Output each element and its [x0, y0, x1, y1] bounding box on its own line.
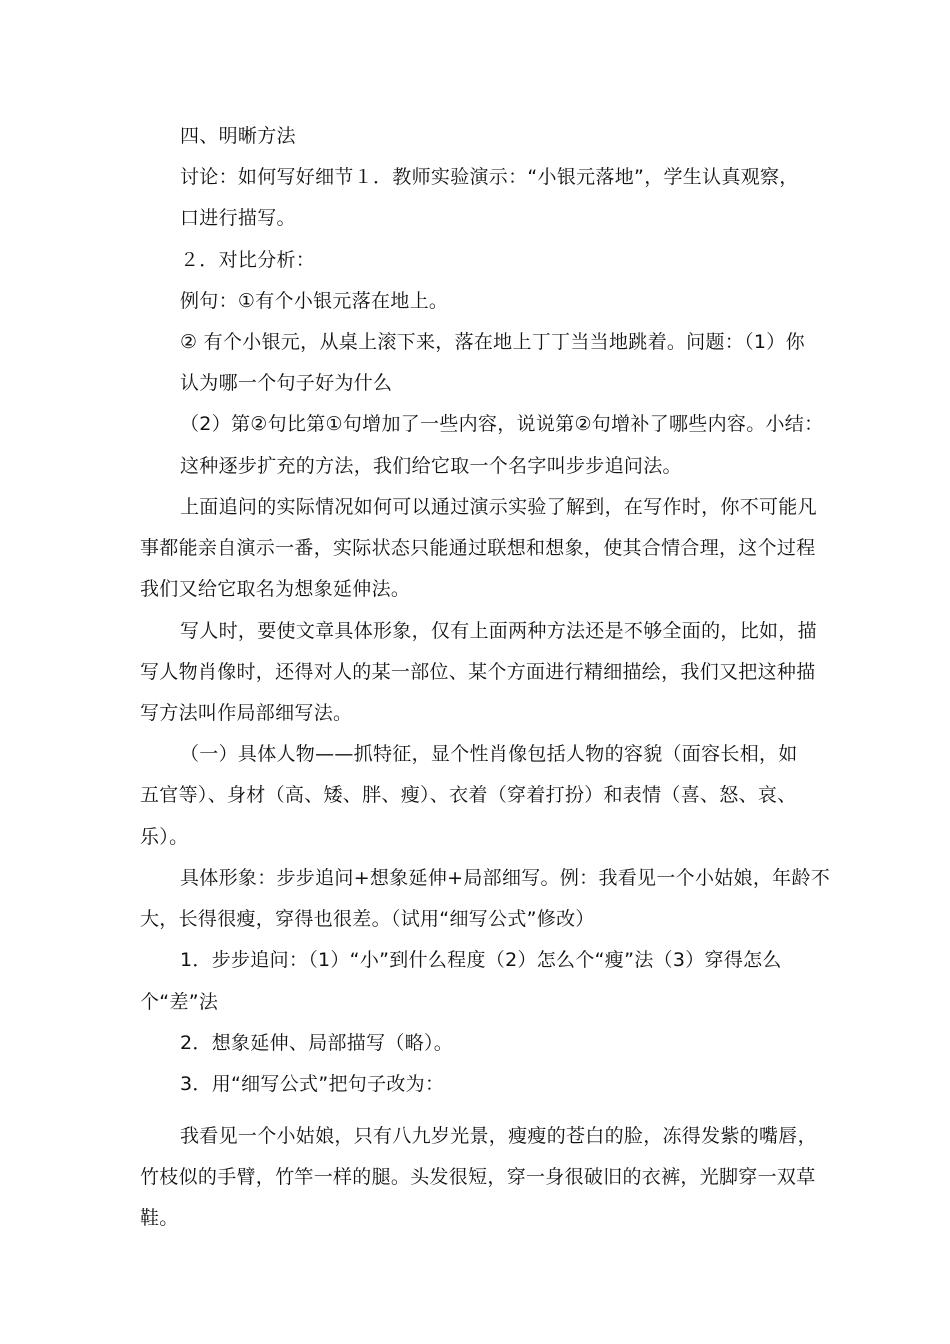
text-line: 乐）。	[140, 826, 189, 848]
text-line: 这种逐步扩充的方法，我们给它取一个名字叫步步追问法。	[180, 455, 682, 477]
text-line: 写人物肖像时，还得对人的某一部位、某个方面进行精细描绘，我们又把这种描	[140, 661, 816, 683]
text-line: 1．步步追问：（1）“小”到什么程度（2）怎么个“瘦”法（3）穿得怎么	[180, 949, 782, 971]
text-line: 认为哪一个句子好为什么	[180, 372, 393, 394]
text-line: 个“差”法	[140, 991, 219, 1013]
text-line: 事都能亲自演示一番，实际状态只能通过联想和想象，使其合情合理，这个过程	[140, 537, 816, 559]
text-line: 上面追问的实际情况如何可以通过演示实验了解到，在写作时，你不可能凡	[180, 496, 817, 518]
text-line: 大，长得很瘦，穿得也很差。（试用“细写公式”修改）	[140, 908, 595, 930]
text-line: （一）具体人物——抓特征，显个性肖像包括人物的容貌（面容长相，如	[180, 743, 798, 765]
text-line: 例句：①有个小银元落在地上。	[180, 290, 449, 312]
text-line: ② 有个小银元，从桌上滚下来，落在地上丁丁当当地跳着。问题：（1）你	[180, 331, 805, 353]
text-line: 口进行描写。	[180, 207, 296, 229]
text-line: 我们又给它取名为想象延伸法。	[140, 578, 411, 600]
text-line: ２．对比分析：	[180, 249, 316, 271]
text-line: 讨论：如何写好细节１．教师实验演示：“小银元落地”，学生认真观察，	[180, 166, 799, 188]
text-line: 写方法叫作局部细写法。	[140, 702, 353, 724]
text-line: 竹枝似的手臂，竹竿一样的腿。头发很短，穿一身很破旧的衣裤，光脚穿一双草	[140, 1166, 816, 1188]
text-line: 2．想象延伸、局部描写（略）。	[180, 1032, 454, 1054]
text-line: 3．用“细写公式”把句子改为：	[180, 1073, 445, 1095]
text-line: 五官等）、身材（高、矮、胖、瘦）、衣着（穿着打扮）和表情（喜、怒、哀、	[140, 784, 797, 806]
text-line: （2）第②句比第①句增加了一些内容，说说第②句增补了哪些内容。小结：	[180, 413, 824, 435]
heading-clarify-method: 四、明晰方法	[180, 125, 296, 147]
text-line: 具体形象：步步追问+想象延伸+局部细写。例：我看见一个小姑娘，年龄不	[180, 867, 831, 889]
text-line: 我看见一个小姑娘，只有八九岁光景，瘦瘦的苍白的脸，冻得发紫的嘴唇，	[180, 1125, 817, 1147]
text-line: 鞋。	[140, 1207, 179, 1229]
text-line: 写人时，要使文章具体形象，仅有上面两种方法还是不够全面的，比如，描	[180, 620, 817, 642]
